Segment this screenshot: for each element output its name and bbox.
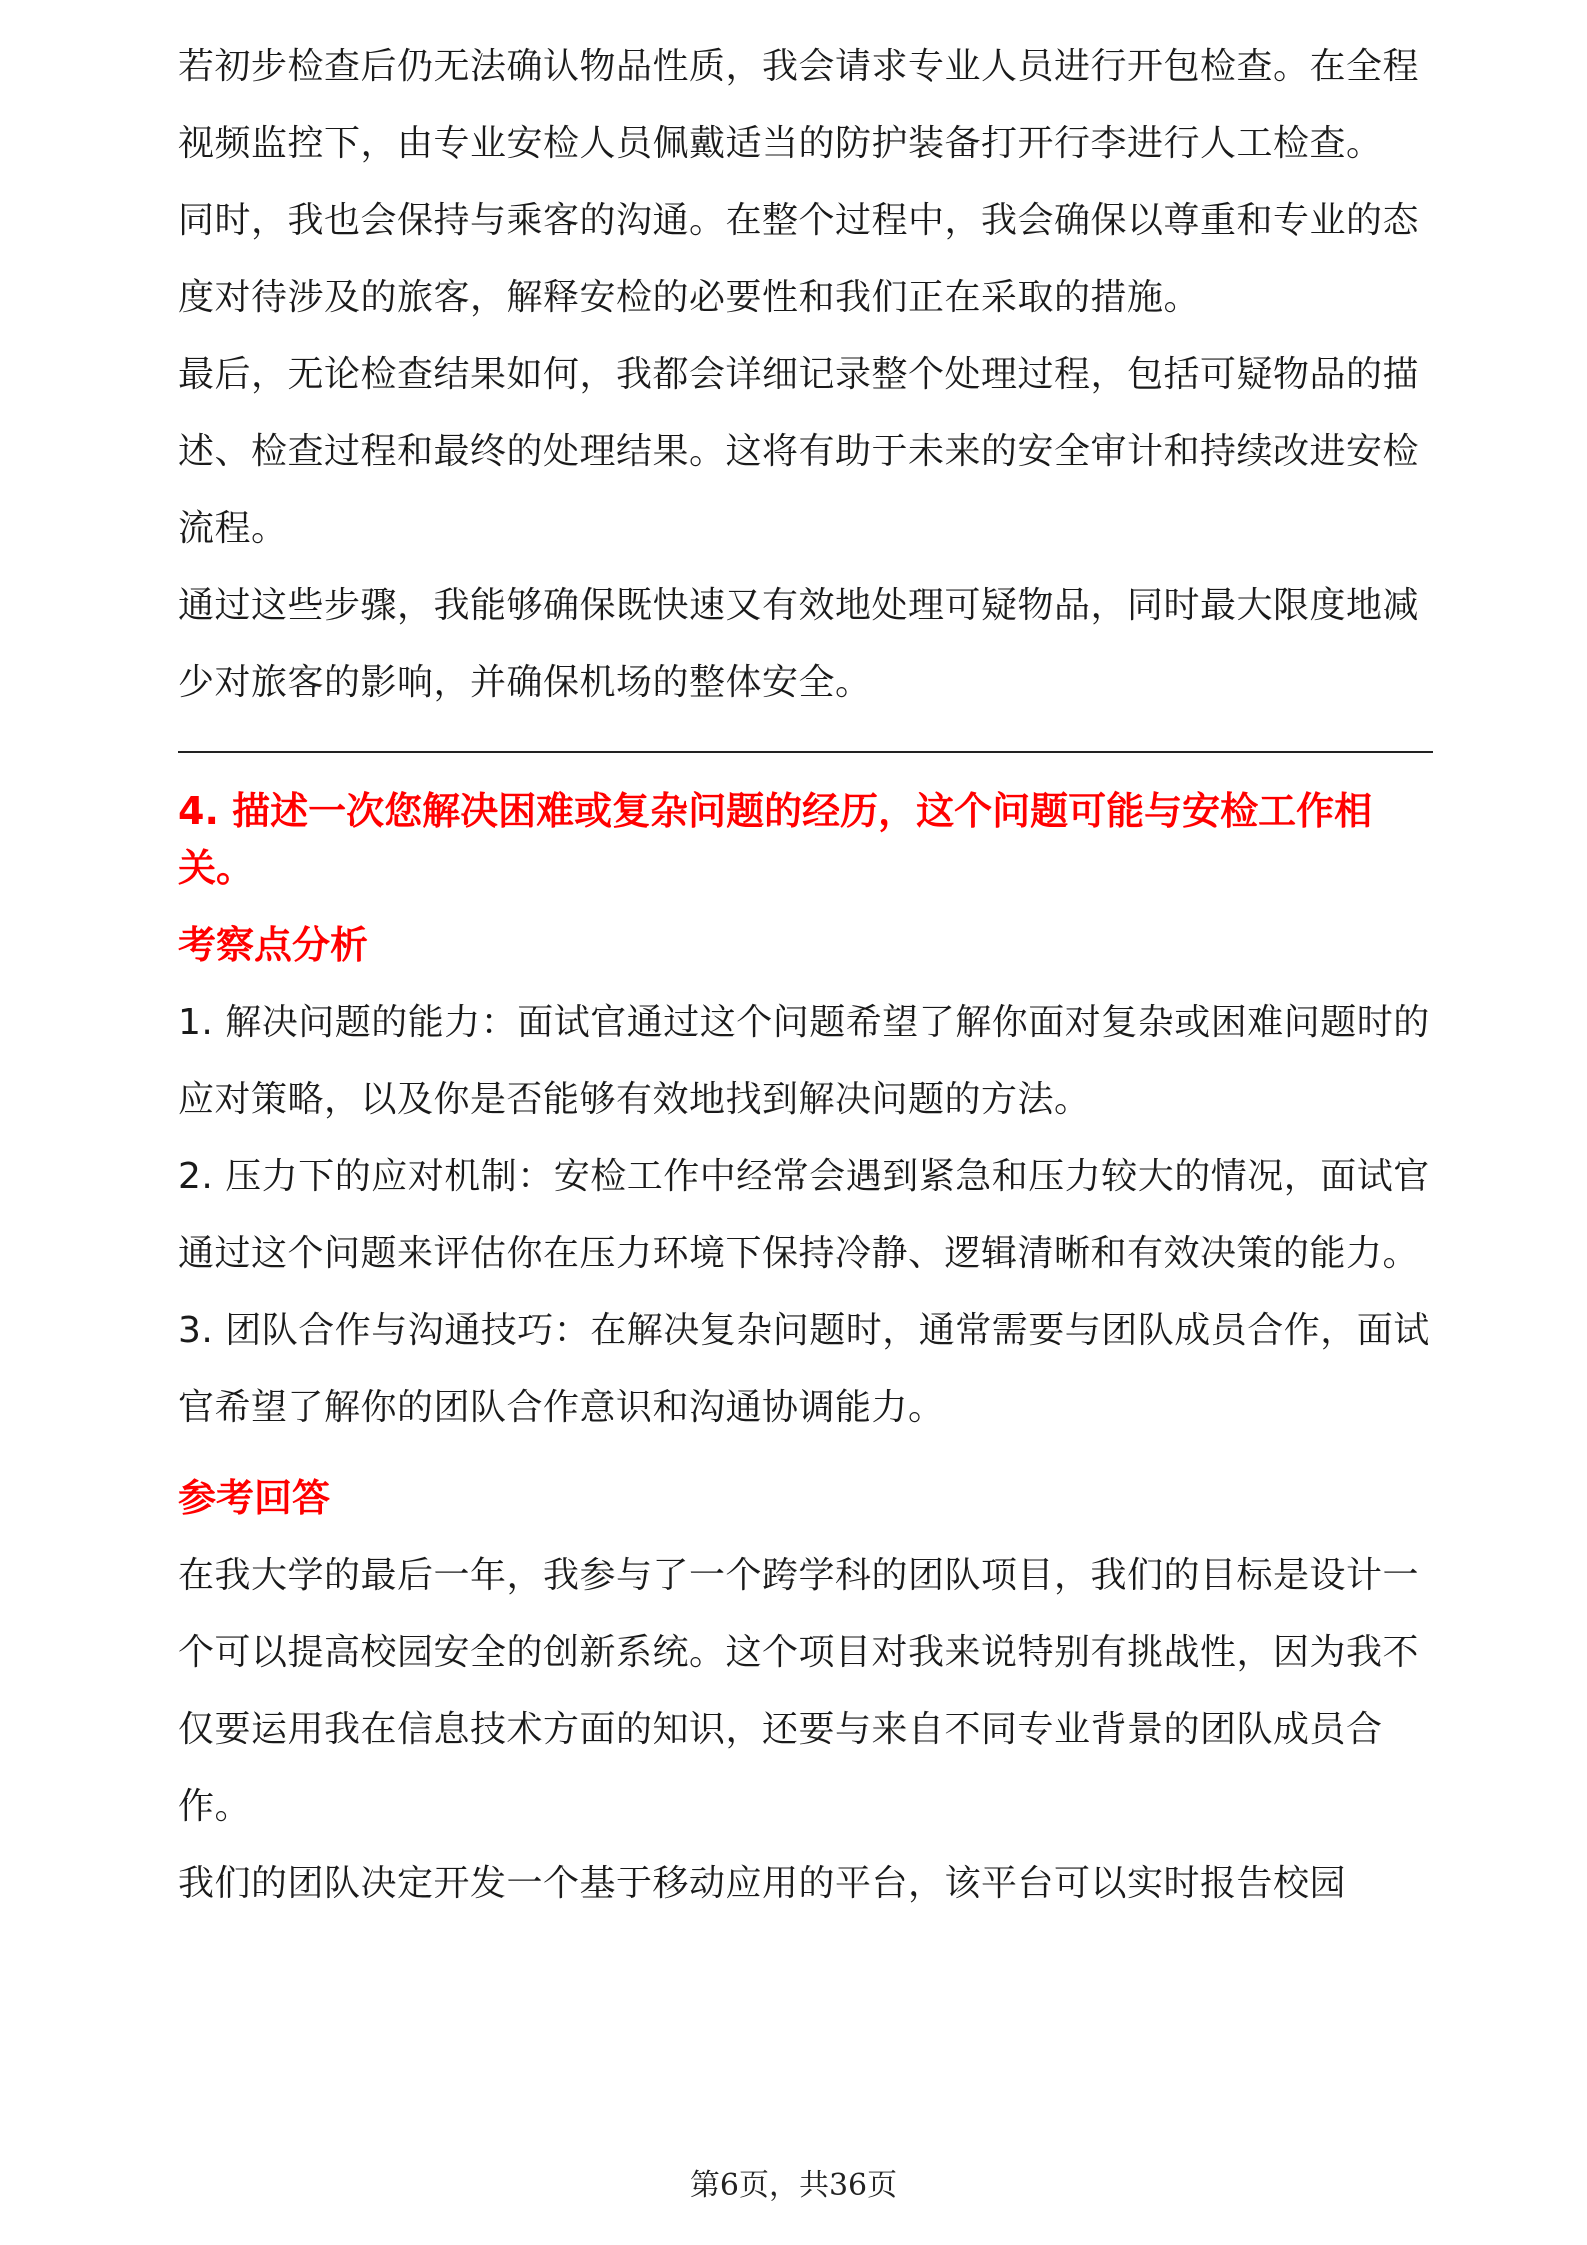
answer-title: 参考回答 <box>178 1476 331 1520</box>
answer-paragraph-1: 在我大学的最后一年，我参与了一个跨学科的团队项目，我们的目标是设计一个可以提高校园安全的创新系统。这个项目对我来说特别有挑战性，因为我不仅要运用我在信息技术方面的知识，还要与来自不同专业背景的团队成员合作。 <box>178 1555 1420 1827</box>
intro-paragraph-2: 同时，我也会保持与乘客的沟通。在整个过程中，我会确保以尊重和专业的态度对待涉及的旅客，解释安检的必要性和我们正在采取的措施。 <box>178 200 1420 318</box>
page-number-footer: 第6页，共36页 <box>689 2168 898 2203</box>
intro-paragraph-4: 通过这些步骤，我能够确保既快速又有效地处理可疑物品，同时最大限度地减少对旅客的影响，并确保机场的整体安全。 <box>178 585 1420 703</box>
question-heading: 4. 描述一次您解决困难或复杂问题的经历，这个问题可能与安检工作相关。 <box>178 789 1373 890</box>
analysis-item-3: 3. 团队合作与沟通技巧：在解决复杂问题时，通常需要与团队成员合作，面试官希望了解你的团队合作意识和沟通协调能力。 <box>178 1310 1430 1428</box>
section-divider <box>178 751 1433 753</box>
analysis-item-1: 1. 解决问题的能力：面试官通过这个问题希望了解你面对复杂或困难问题时的应对策略，以及你是否能够有效地找到解决问题的方法。 <box>178 1002 1430 1120</box>
analysis-item-2: 2. 压力下的应对机制：安检工作中经常会遇到紧急和压力较大的情况，面试官通过这个问题来评估你在压力环境下保持冷静、逻辑清晰和有效决策的能力。 <box>178 1156 1430 1274</box>
document-page <box>178 28 1438 1922</box>
intro-paragraph-3: 最后，无论检查结果如何，我都会详细记录整个处理过程，包括可疑物品的描述、检查过程和最终的处理结果。这将有助于未来的安全审计和持续改进安检流程。 <box>178 354 1420 549</box>
intro-paragraph-1: 若初步检查后仍无法确认物品性质，我会请求专业人员进行开包检查。在全程视频监控下，由专业安检人员佩戴适当的防护装备打开行李进行人工检查。 <box>178 46 1420 164</box>
analysis-title: 考察点分析 <box>178 923 369 967</box>
answer-paragraph-2: 我们的团队决定开发一个基于移动应用的平台，该平台可以实时报告校园 <box>178 1863 1347 1904</box>
